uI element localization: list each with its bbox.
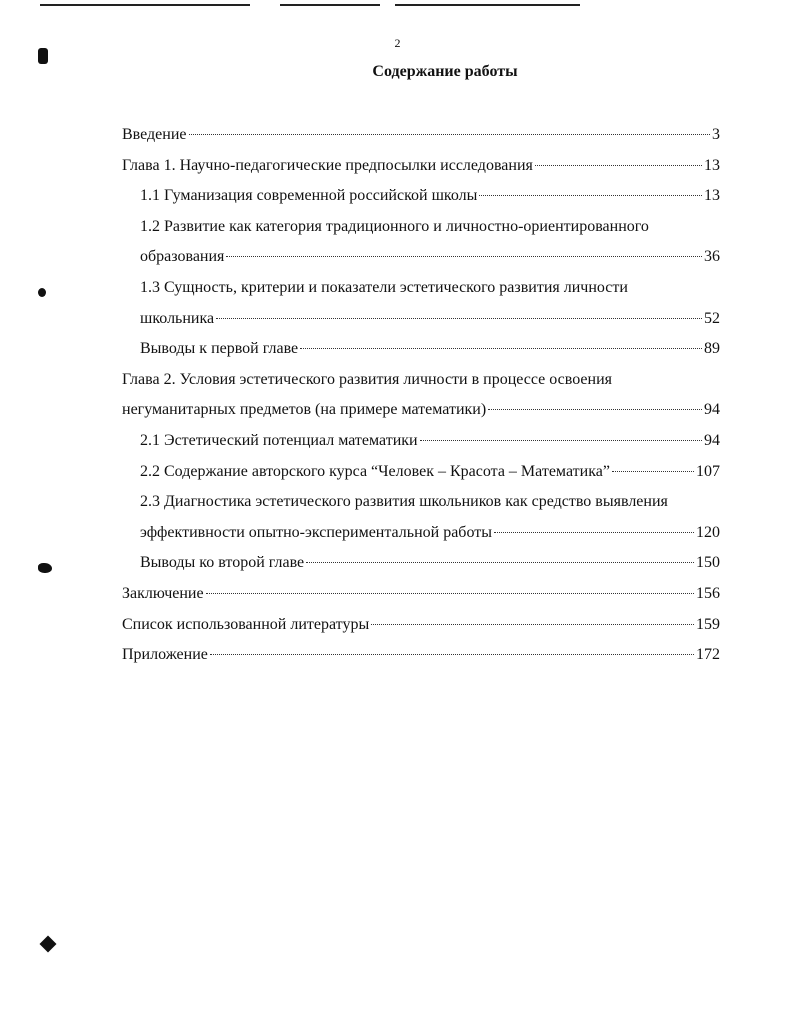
toc-page-number: 150: [696, 554, 720, 572]
toc-entry[interactable]: [122, 304, 720, 335]
dot-leader: [371, 623, 694, 625]
toc-entry-text: школьника: [140, 309, 215, 327]
toc-page-number: 52: [704, 309, 720, 327]
toc-entry-text: Список использованной литературы: [122, 615, 370, 633]
toc-entry[interactable]: [122, 579, 720, 610]
table-of-contents: [122, 120, 720, 671]
toc-entry-text: Заключение: [122, 584, 204, 602]
toc-entry-line1: 1.3 Сущность, критерии и показатели эстетического развития личности: [140, 278, 628, 296]
dot-leader: [420, 439, 702, 441]
scan-speck: [38, 288, 46, 297]
toc-entry-text: Выводы к первой главе: [140, 340, 299, 358]
toc-page-number: 13: [704, 156, 720, 174]
toc-entry[interactable]: [122, 395, 720, 426]
dot-leader: [210, 653, 694, 655]
toc-entry-text: Введение: [122, 126, 187, 143]
page-number: 2: [394, 36, 401, 50]
dot-leader: [206, 592, 694, 594]
toc-entry[interactable]: [122, 181, 720, 212]
toc-entry-text: Приложение: [122, 646, 208, 664]
dot-leader: [226, 255, 702, 257]
scan-speck: [38, 563, 52, 573]
dot-leader: [216, 317, 702, 319]
dot-leader: [300, 347, 702, 349]
toc-page-number: 120: [696, 523, 720, 541]
toc-entry-text: Глава 1. Научно-педагогические предпосылки исследования: [122, 156, 533, 174]
dot-leader: [612, 470, 694, 472]
toc-page-number: 107: [696, 462, 720, 480]
toc-page-number: 89: [704, 340, 720, 358]
dot-leader: [189, 133, 711, 135]
scan-edge-line: [395, 4, 580, 6]
toc-entry[interactable]: [122, 334, 720, 365]
toc-entry[interactable]: [122, 548, 720, 579]
toc-entry-text: 1.1 Гуманизация современной российской школы: [140, 187, 478, 205]
dot-leader: [479, 194, 702, 196]
toc-page-number: 3: [712, 126, 720, 143]
dot-leader: [488, 408, 702, 410]
toc-entry[interactable]: [122, 610, 720, 641]
toc-entry-line1: 1.2 Развитие как категория традиционного и личностно-ориентированного: [140, 217, 649, 235]
toc-page-number: 159: [696, 615, 720, 633]
dot-leader: [535, 164, 702, 166]
toc-page-number: 13: [704, 187, 720, 205]
toc-entry[interactable]: [122, 242, 720, 273]
toc-entry[interactable]: [122, 457, 720, 488]
toc-page-number: 172: [696, 646, 720, 664]
dot-leader: [306, 561, 694, 563]
toc-entry[interactable]: [122, 120, 720, 151]
toc-page-number: 94: [704, 401, 720, 419]
toc-entry[interactable]: [122, 640, 720, 671]
scan-speck: [40, 936, 57, 953]
scan-edge-line: [280, 4, 380, 6]
toc-entry-text: эффективности опытно-экспериментальной работы: [140, 523, 492, 541]
toc-page-number: 94: [704, 431, 720, 449]
toc-entry-text: образования: [140, 248, 225, 266]
toc-entry[interactable]: [122, 151, 720, 182]
toc-page-number: 36: [704, 248, 720, 266]
toc-entry-text: негуманитарных предметов (на примере математики): [122, 401, 487, 419]
toc-entry[interactable]: [122, 426, 720, 457]
toc-entry-text: 2.1 Эстетический потенциал математики: [140, 431, 418, 449]
toc-page-number: 156: [696, 584, 720, 602]
toc-entry[interactable]: [122, 518, 720, 549]
toc-entry-text: 2.2 Содержание авторского курса “Человек – Красота – Математика”: [140, 462, 610, 480]
dot-leader: [494, 531, 694, 533]
scan-edge-line: [40, 4, 250, 6]
toc-entry-line1: Глава 2. Условия эстетического развития личности в процессе освоения: [122, 370, 613, 388]
toc-entry-line1: 2.3 Диагностика эстетического развития школьников как средство выявления: [140, 493, 668, 511]
toc-entry-text: Выводы ко второй главе: [140, 554, 305, 572]
document-title: Содержание работы: [372, 63, 518, 80]
